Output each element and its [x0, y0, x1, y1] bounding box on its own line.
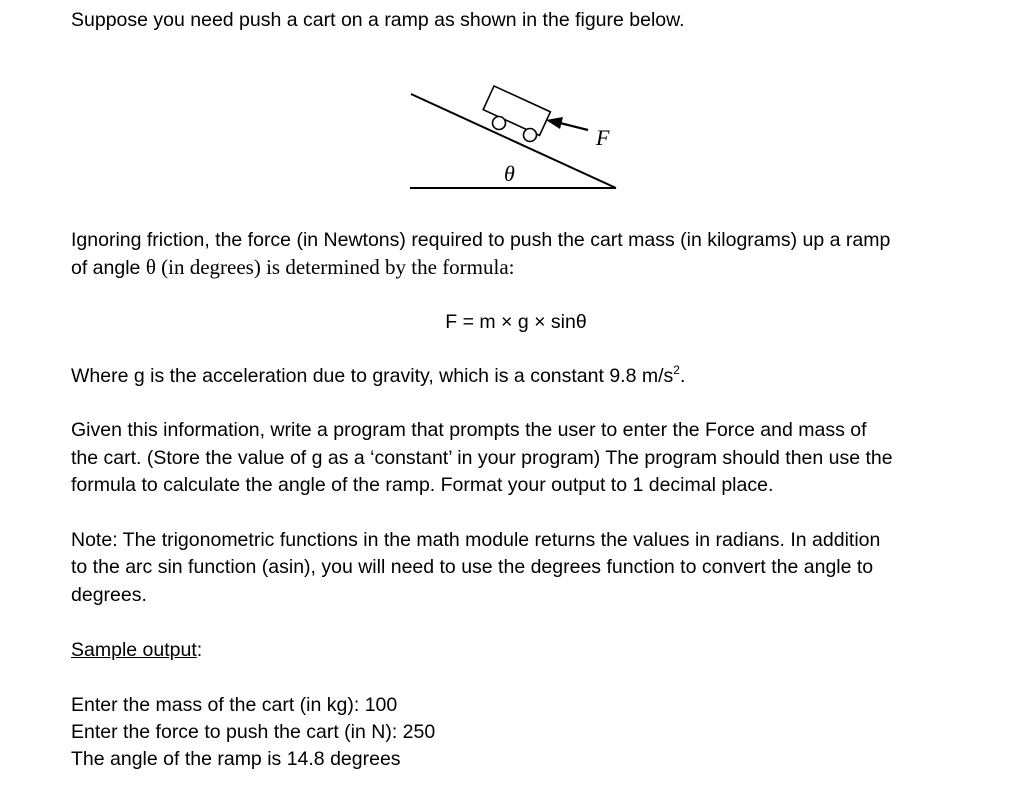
intro-text: Suppose you need push a cart on a ramp as shown in the figure below.: [71, 9, 685, 31]
para1-line2a: of angle: [71, 257, 146, 279]
note-line3: degrees.: [71, 584, 147, 606]
note-line1: Note: The trigonometric functions in the math module returns the values in radians. In addition: [71, 529, 881, 551]
gravity-text: [71, 363, 685, 391]
para2-line3: formula to calculate the angle of the ramp. Format your output to 1 decimal place.: [71, 474, 774, 496]
cart-wheel-left: [493, 117, 506, 130]
note-line2: to the arc sin function (asin), you will need to use the degrees function to convert the angle to: [71, 556, 874, 578]
para2-line1: Given this information, write a program that prompts the user to enter the Force and mass of: [71, 419, 867, 441]
sample-heading: [71, 637, 202, 665]
sample-heading-text: Sample output: [71, 639, 197, 661]
sample-line1: Enter the mass of the cart (in kg): 100: [71, 694, 398, 716]
force-label: F: [596, 125, 610, 150]
sample-line3: The angle of the ramp is 14.8 degrees: [71, 748, 401, 770]
sample-line2: Enter the force to push the cart (in N): 250: [71, 721, 436, 743]
formula: F = m × g × sinθ: [445, 311, 587, 333]
para2-line2: the cart. (Store the value of g as a ‘constant’ in your program) The program should then use the: [71, 447, 893, 469]
para1-line1: Ignoring friction, the force (in Newtons) required to push the cart mass (in kilograms) up a ramp: [71, 229, 891, 251]
force-arrow-head: [546, 117, 563, 129]
cart-wheel-right: [524, 129, 537, 142]
para1-line2b: θ (in degrees) is determined by the formula:: [145, 255, 515, 279]
cart-icon: [483, 86, 550, 135]
ramp-figure: [400, 78, 630, 196]
force-arrow-shaft: [560, 123, 588, 130]
para1-line2: [71, 254, 515, 283]
gravity-sup: 2: [673, 363, 680, 377]
gravity-end: .: [679, 365, 686, 387]
sample-heading-colon: :: [196, 639, 203, 661]
gravity-main: Where g is the acceleration due to gravity, which is a constant 9.8 m/s: [71, 365, 674, 387]
angle-label: θ: [504, 161, 515, 186]
